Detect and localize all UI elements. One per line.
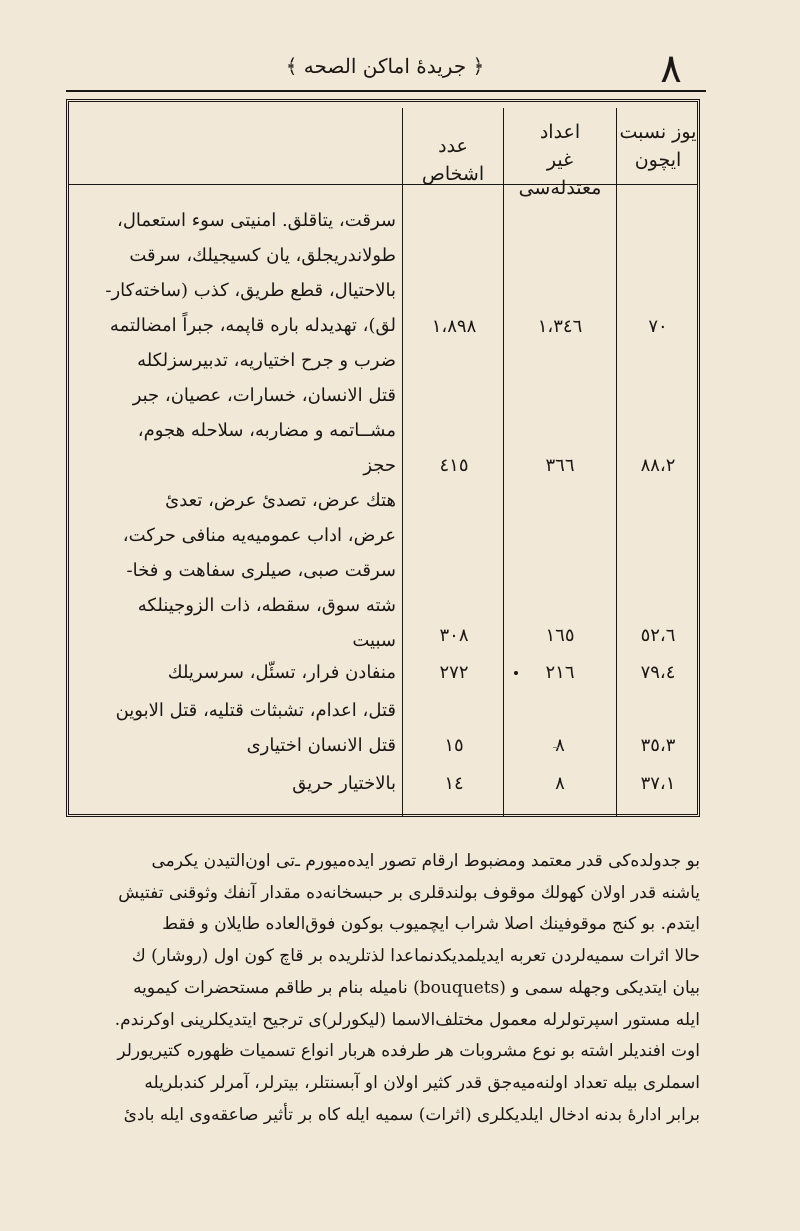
row-5-counts: ٨ bbox=[555, 735, 565, 756]
column-header-persons: عدد اشخاص bbox=[421, 135, 485, 185]
description-line: قتل الانسان، خسارات، عصيان، جبر bbox=[132, 385, 396, 406]
description-line: عرض، اداب عموميه‌يه منافى حركت، bbox=[122, 525, 396, 546]
row-2-counts: ٣٦٦ bbox=[545, 455, 575, 476]
row-6-persons: ١٤ bbox=[444, 773, 464, 794]
column-header-line: يوز نسبت bbox=[619, 121, 697, 143]
column-header-line: ايچون bbox=[634, 149, 682, 171]
row-4-description bbox=[82, 693, 396, 728]
row-4-counts: ٢١٦ bbox=[545, 662, 575, 683]
running-title: ﴿ جريدهٔ اماكن الصحه ﴾ bbox=[285, 54, 485, 78]
description-line: لق)، تهديدله باره قاپمه، جبراً امضالتمه bbox=[109, 315, 396, 336]
description-line: مشــاتمه و مضاربه، سلاحله هجوم، bbox=[137, 420, 396, 441]
paragraph-line: ايتدم. بو كنج موقوفينك اصلا شراب ايچميوب بوكون فوق‌العاده طايلان و فقط bbox=[162, 914, 700, 935]
row-4-percent: ٧٩،٤ bbox=[640, 662, 676, 683]
paragraph-line: حالا اثرات سميه‌لردن تعربه ايديلمديكدنماعدا لذتلريده بر قاچ كون اول (روشار) ك bbox=[131, 946, 700, 967]
row-3-description bbox=[82, 655, 396, 690]
row-6-counts: ٨ bbox=[555, 773, 565, 794]
row-1-description bbox=[82, 203, 396, 483]
row-2-percent: ٨٨،٢ bbox=[640, 455, 676, 476]
row-1-persons: ١،٨٩٨ bbox=[431, 316, 477, 337]
row-2-description bbox=[82, 483, 396, 658]
description-line: حجز bbox=[363, 455, 396, 476]
description-line: سبيت bbox=[352, 630, 396, 651]
paragraph-line: اسملرى بيله تعداد اولنه‌ميه‌جق قدر كثير اولان او آبسنتلر، بيترلر، آمرلر كندبلريله bbox=[144, 1072, 700, 1093]
column-divider bbox=[402, 108, 403, 816]
row-4-persons: ٢٧٢ bbox=[439, 662, 469, 683]
description-line: بالاختيار حريق bbox=[292, 773, 396, 794]
column-header-counts bbox=[504, 118, 616, 202]
row-1-counts: ١،٣٤٦ bbox=[537, 316, 583, 337]
column-header-percent bbox=[616, 118, 700, 174]
column-header-line: اعداد bbox=[539, 121, 581, 143]
row-5-percent: ٣٥،٣ bbox=[640, 735, 676, 756]
row-5-description bbox=[82, 728, 396, 763]
description-line: طولاندريجلق، يان كسيجيلك، سرقت bbox=[129, 245, 396, 266]
description-line: سرقت صبى، صيلرى سفاهت و فخا- bbox=[126, 560, 396, 581]
description-line: منفادن فرار، تسئّل، سرسريلك bbox=[167, 662, 396, 683]
description-line: هتك عرض، تصدئ عرض، تعدئ bbox=[165, 490, 396, 511]
row-2-persons: ٤١٥ bbox=[439, 455, 469, 476]
paragraph-line: ياشنه قدر اولان كهولك موقوف بولندقلرى بر حبسخانه‌ده مقدار آنفك وثوقنى تفتيش bbox=[118, 882, 700, 903]
description-line: بالاحتيال، قطع طريق، كذب (ساخته‌كار- bbox=[105, 280, 396, 301]
row-3-counts: ١٦٥ bbox=[545, 625, 575, 646]
header-rule bbox=[66, 90, 706, 92]
paragraph-line: اوت افنديلر اشته بو نوع مشروبات هر طرفده هربار انواع تسميات ظهوره كتيريورلر bbox=[117, 1041, 700, 1062]
ink-mark bbox=[553, 747, 559, 748]
paragraph-line: بيان ايتديكى وجهله سمى و (bouquets) ناميله بنام بر طاقم مستحضرات كيمويه bbox=[133, 977, 700, 998]
row-6-percent: ٣٧،١ bbox=[640, 773, 676, 794]
row-6-description bbox=[82, 766, 396, 801]
body-paragraph bbox=[70, 846, 700, 1131]
description-line: قتل، اعدام، تشبثات قتليه، قتل الابوين bbox=[115, 700, 396, 721]
row-3-persons: ٣٠٨ bbox=[439, 625, 469, 646]
paragraph-line: ايله مستور اسپرتولرله معمول مختلف‌الاسما (ليكورلر)ى ترجيح ايتديكلرينى اوكرندم. bbox=[114, 1009, 700, 1030]
row-1-percent: ٧٠ bbox=[648, 316, 668, 337]
ink-dot bbox=[514, 671, 518, 675]
row-5-persons: ١٥ bbox=[444, 735, 464, 756]
paragraph-line: برابر ادارهٔ بدنه ادخال ايلديكلرى (اثرات) سميه ايله كاه بر تأثير صاعقه‌وى ايله بادئ bbox=[123, 1104, 700, 1125]
description-line: شته سوق، سقطه، ذات الزوجينلكه bbox=[137, 595, 396, 616]
paragraph-line: بو جدولده‌كى قدر معتمد ومضبوط ارقام تصور ايده‌ميورم ـ‌تى اون‌التيدن يكرمى bbox=[151, 851, 700, 871]
description-line: سرقت، يتاقلق. امنيتى سوء استعمال، bbox=[117, 210, 396, 231]
row-3-percent: ٥٢،٦ bbox=[640, 625, 676, 646]
description-line: ضرب و جرح اختياريه، تدبيرسزلكله bbox=[137, 350, 396, 371]
page-number: ٨ bbox=[660, 46, 682, 92]
column-header-line: غير معتدله‌سى bbox=[518, 149, 602, 199]
description-line: قتل الانسان اختيارى bbox=[246, 735, 396, 756]
